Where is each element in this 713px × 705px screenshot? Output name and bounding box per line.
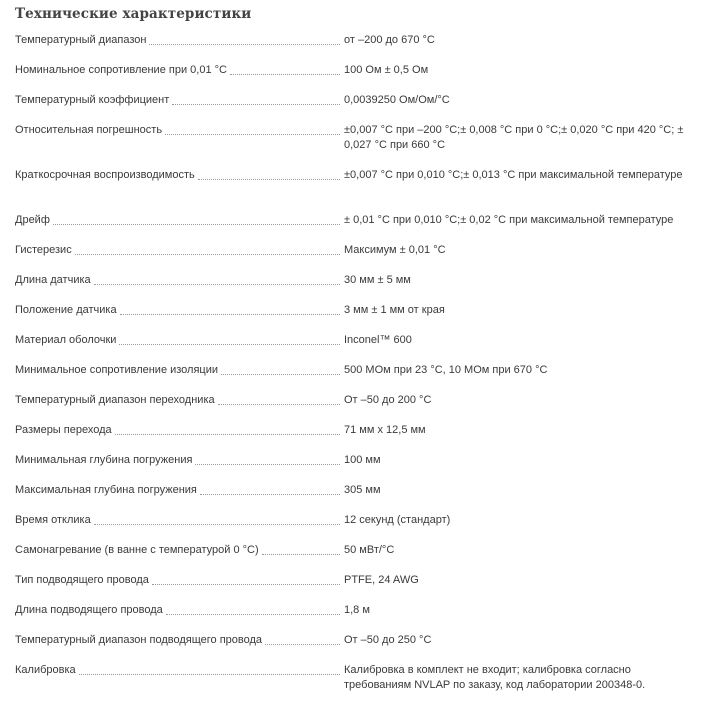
spec-label: Температурный коэффициент — [15, 94, 170, 106]
dot-leader — [218, 403, 340, 405]
dot-leader — [79, 673, 340, 675]
spec-value: ±0,007 °C при 0,010 °C;± 0,013 °C при максимальной температуре — [344, 169, 683, 181]
spec-label: Гистерезис — [15, 244, 72, 256]
spec-value: ± 0,01 °C при 0,010 °C;± 0,02 °C при максимальной температуре — [344, 214, 674, 226]
spec-label: Калибровка — [15, 664, 76, 676]
spec-value: 71 мм x 12,5 мм — [344, 424, 426, 436]
spec-value: 0,0039250 Ом/Ом/°C — [344, 94, 450, 106]
dot-leader — [115, 433, 340, 435]
spec-label: Максимальная глубина погружения — [15, 484, 197, 496]
spec-value: Калибровка в комплект не входит; калибровка согласно требованиям NVLAP по заказу, код лаборатории 200348-0. — [344, 664, 646, 691]
spec-value: 100 мм — [344, 454, 381, 466]
spec-label: Дрейф — [15, 214, 50, 226]
spec-value: 3 мм ± 1 мм от края — [344, 304, 445, 316]
spec-value: 500 МОм при 23 °C, 10 МОм при 670 °C — [344, 364, 548, 376]
dot-leader — [75, 253, 340, 255]
dot-leader — [152, 583, 340, 585]
spec-value: ±0,007 °C при –200 °C;± 0,008 °C при 0 °C;± 0,020 °C при 420 °C; ± 0,027 °C при 660 °C — [344, 124, 684, 151]
dot-leader — [198, 178, 340, 180]
spec-label: Тип подводящего провода — [15, 574, 149, 586]
spec-value: Inconel™ 600 — [344, 334, 412, 346]
dot-leader — [53, 223, 340, 225]
spec-label: Температурный диапазон подводящего провода — [15, 634, 263, 646]
spec-value: 50 мВт/°C — [344, 544, 395, 556]
spec-label: Температурный диапазон — [15, 34, 147, 46]
spec-label: Температурный диапазон переходника — [15, 394, 215, 406]
spec-value: 1,8 м — [344, 604, 370, 616]
spec-label: Краткосрочная воспроизводимость — [15, 169, 195, 181]
dot-leader — [120, 313, 340, 315]
dot-leader — [262, 553, 340, 555]
dot-leader — [166, 613, 340, 615]
spec-label: Положение датчика — [15, 304, 117, 316]
spec-value: 305 мм — [344, 484, 381, 496]
spec-value: PTFE, 24 AWG — [344, 574, 419, 586]
spec-value: От –50 до 250 °C — [344, 634, 432, 646]
dot-leader — [195, 463, 340, 465]
dot-leader — [94, 283, 340, 285]
spec-value: 12 секунд (стандарт) — [344, 514, 451, 526]
spec-label: Длина датчика — [15, 274, 91, 286]
spec-value: 100 Ом ± 0,5 Ом — [344, 64, 429, 76]
dot-leader — [94, 523, 340, 525]
dot-leader — [230, 73, 340, 75]
dot-leader — [165, 133, 340, 135]
dot-leader — [172, 103, 340, 105]
spec-label: Самонагревание (в ванне с температурой 0 °C) — [15, 544, 259, 556]
dot-leader — [265, 643, 340, 645]
dot-leader — [149, 43, 340, 45]
dot-leader — [119, 343, 340, 345]
dot-leader — [200, 493, 340, 495]
spec-label: Время отклика — [15, 514, 91, 526]
spec-label: Размеры перехода — [15, 424, 112, 436]
spec-value: От –50 до 200 °C — [344, 394, 432, 406]
spec-label: Длина подводящего провода — [15, 604, 163, 616]
spec-label: Материал оболочки — [15, 334, 117, 346]
spec-value: Максимум ± 0,01 °C — [344, 244, 446, 256]
spec-value: от –200 до 670 °C — [344, 34, 435, 46]
spec-label: Номинальное сопротивление при 0,01 °C — [15, 64, 227, 76]
spec-value: 30 мм ± 5 мм — [344, 274, 411, 286]
page-title: Технические характеристики — [15, 6, 252, 22]
spec-label: Относительная погрешность — [15, 124, 163, 136]
spec-label: Минимальная глубина погружения — [15, 454, 193, 466]
dot-leader — [221, 373, 340, 375]
spec-label: Минимальное сопротивление изоляции — [15, 364, 219, 376]
